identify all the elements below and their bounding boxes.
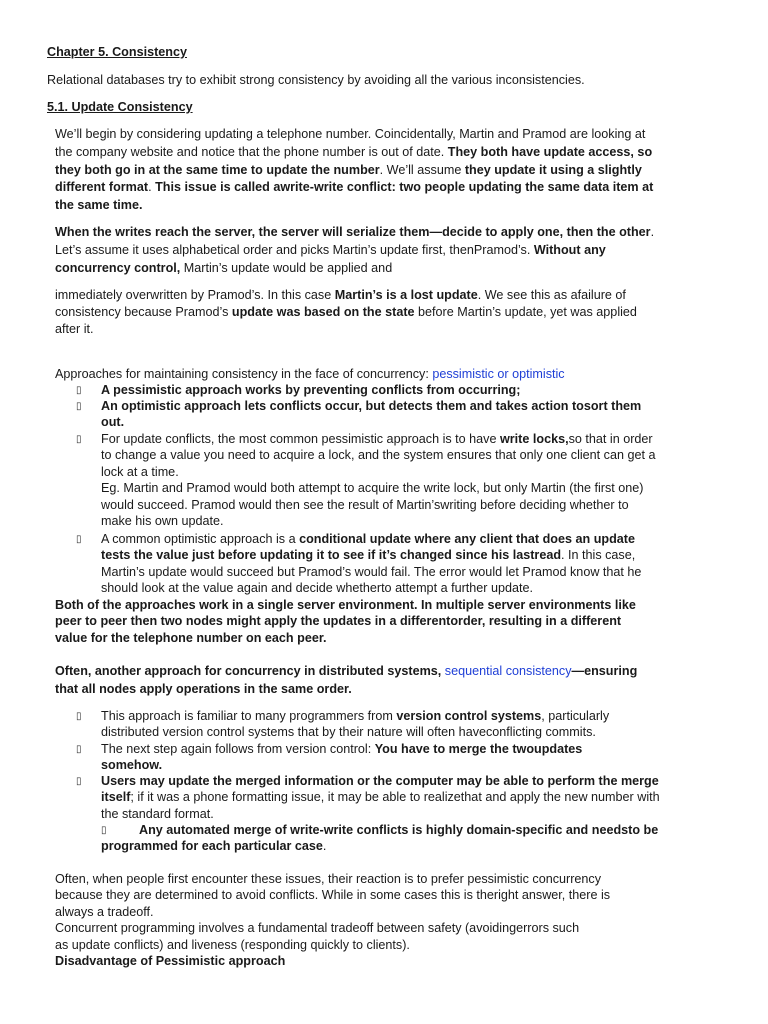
emphasis: You have to merge the twoupdates somehow. [101,742,583,773]
disadvantage-heading: Disadvantage of Pessimistic approach [55,954,286,969]
bullet-icon: ▯ [101,825,107,836]
paragraph-update-scenario [55,126,665,215]
emphasis: conditional update where any client that does an update tests the value just before updating it to see if it’s changed since his lastread [101,532,635,563]
bullet-icon: ▯ [76,711,82,722]
intro-paragraph: Relational databases try to exhibit strong consistency by avoiding all the various inconsistencies. [47,73,585,87]
approaches-intro [55,366,695,382]
emphasis: This issue is called awrite-write conflict: two people updating the same data item at the same time. [55,180,654,213]
list-item [101,431,661,529]
section-heading: 5.1. Update Consistency [47,100,193,114]
text: Martin’s update would be applied and [180,260,393,275]
emphasis: An optimistic approach lets conflicts occur, but detects them and takes action tosort them out. [101,399,642,430]
text: For update conflicts, the most common pessimistic approach is to have [101,432,500,446]
text-line: because they are determined to avoid conflicts. While in some cases this is theright answer, there is [55,888,611,903]
bullet-icon: ▯ [76,434,82,445]
emphasis: version control systems [396,709,542,723]
text: . [148,180,156,195]
list-item [101,741,621,774]
bullet-icon: ▯ [76,385,82,396]
text: , particularly distributed version control systems that by their nature will often haveconflicting commits. [101,709,610,740]
emphasis: write locks, [499,432,569,446]
text: . We’ll assume [379,162,465,177]
text: immediately overwritten by Pramod’s. In this case [55,288,335,302]
text: . Let’s assume it uses alphabetical order and picks Martin’s update first, thenPramod’s. [55,225,655,257]
text: Approaches for maintaining consistency in the face of concurrency: [55,367,433,381]
emphasis: They both have update access, so they both go in at the same time to update the number [55,144,653,177]
text-line: Often, when people first encounter these issues, their reaction is to prefer pessimistic concurrency [55,872,601,886]
text-line: always a tradeoff. [55,904,154,919]
text-line: Concurrent programming involves a fundamental tradeoff between safety (avoidingerrors such [55,921,580,936]
emphasis: Often, another approach for concurrency in distributed systems, [55,664,445,678]
text-line: as update conflicts) and liveness (responding quickly to clients). [55,937,410,952]
paragraph-serialize [55,224,665,277]
example-text: Eg. Martin and Pramod would both attempt to acquire the write lock, but only Martin (the first one) would succeed. Pramod would then see the result of Martin’swriting before deciding whether to make his own update. [101,481,644,529]
emphasis: Users may update the merged information or the computer may be able to perform the merge itself [101,774,659,805]
paragraph-server-environments [55,597,655,646]
paragraph-sequential [55,662,655,698]
text: . In this case, Martin’s update would succeed but Pramod’s would fail. The error would let Pramod know that he should look at the value again and decide whetherto attempt a further update. [101,548,642,596]
paragraph-closing [55,871,705,969]
list-item [101,398,646,431]
emphasis: Without any concurrency control, [55,242,606,275]
list-item-nested [101,822,661,855]
bullet-icon: ▯ [76,534,82,545]
list-item [101,382,661,398]
emphasis: —ensuring that all nodes apply operations in the same order. [55,664,638,696]
approaches-link[interactable]: pessimistic or optimistic [432,367,565,381]
bullet-icon: ▯ [76,776,82,787]
emphasis: update was based on the state [231,305,415,319]
bullet-icon: ▯ [76,744,82,755]
text: . We see this as afailure of consistency because Pramod’s [55,288,626,319]
text: This approach is familiar to many programmers from [101,709,397,723]
emphasis: A pessimistic approach works by preventing conflicts from occurring; [101,383,521,397]
emphasis: they update it using a slightly different format [55,162,642,195]
text: We’ll begin by considering updating a telephone number. Coincidentally, Martin and Pramod are looking at the company website and notice that the phone number is out of date. [55,127,646,159]
chapter-heading: Chapter 5. Consistency [47,45,187,59]
text: A common optimistic approach is a [101,532,300,546]
emphasis: Any automated merge of write-write conflicts is highly domain-specific and needsto be programmed for each particular case [101,823,659,854]
list-item [101,773,661,822]
text: ; if it was a phone formatting issue, it may be able to realizethat and apply the new number with the standard format. [101,790,660,821]
sequential-consistency-link[interactable]: sequential consistency [444,664,572,678]
emphasis: Martin’s is a lost update [334,288,478,302]
text: before Martin’s update, yet was applied after it. [55,305,637,336]
text: The next step again follows from version control: [101,742,375,756]
emphasis: Both of the approaches work in a single server environment. In multiple server environments like peer to peer then two nodes might apply the updates in a differentorder, resulting in a different value for the telephone number on each peer. [55,598,636,645]
list-item [101,531,661,597]
text: so that in order to change a value you need to acquire a lock, and the system ensures that only one client can get a lock at a time. [101,432,656,479]
bullet-icon: ▯ [76,401,82,412]
emphasis: When the writes reach the server, the server will serialize them—decide to apply one, then the other [55,225,651,239]
text: . [322,839,327,854]
paragraph-lost-update [55,287,665,338]
list-item [101,708,661,741]
